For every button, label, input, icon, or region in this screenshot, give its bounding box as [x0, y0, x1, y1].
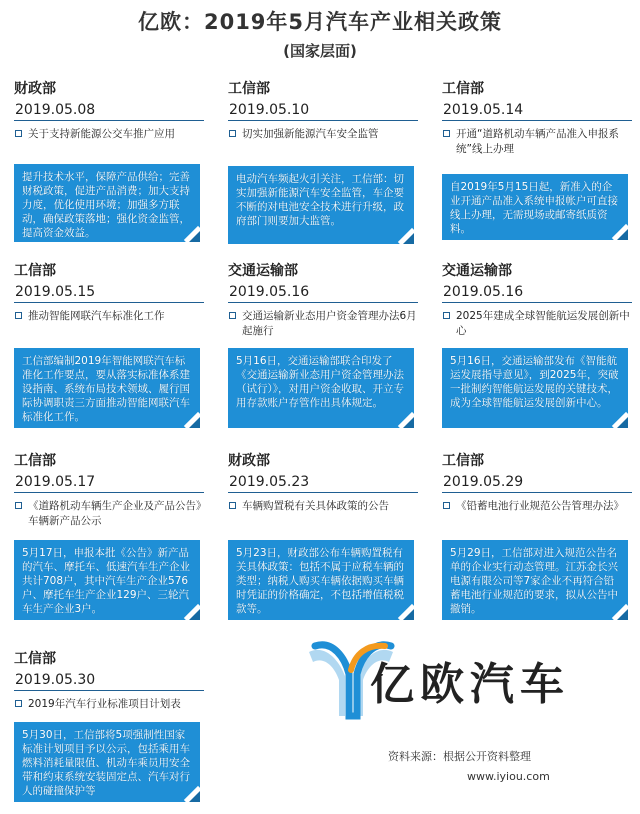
policy-card	[228, 452, 418, 615]
policy-card	[14, 452, 204, 615]
square-bullet-icon	[229, 312, 236, 319]
policy-date: 2019.05.10	[228, 100, 418, 121]
square-bullet-icon	[15, 312, 22, 319]
policy-card	[442, 262, 632, 409]
policy-item	[442, 127, 632, 157]
square-bullet-icon	[229, 502, 236, 509]
policy-card	[228, 262, 418, 409]
policy-description: 工信部编制2019年智能网联汽车标准化工作要点，要从落实标准体系建设指南、系统布局技术领域、履行国际协调职责三方面推动智能网联汽车标准化工作。	[14, 348, 200, 428]
policy-item	[442, 499, 632, 529]
policy-description: 电动汽车频起火引关注，工信部：切实加强新能源汽车安全监管，车企要不断的对电池安全技术进行升级，政府部门则要加大监管。	[228, 166, 414, 244]
policy-card	[14, 262, 204, 423]
policy-card	[14, 650, 204, 797]
policy-description: 5月30日，工信部将5项强制性国家标准计划项目予以公示，包括乘用车燃料消耗量限值、机动车乘员用安全带和约束系统安装固定点、汽车对行人的碰撞保护等	[14, 722, 200, 802]
policy-date: 2019.05.29	[442, 472, 632, 493]
policy-description: 提升技术水平，保障产品供给；完善财税政策，促进产品消费；加大支持力度，优化使用环境；加强多方联动，确保政策落地；强化资金监管，提高资金效益。	[14, 164, 200, 242]
policy-date: 2019.05.15	[14, 282, 204, 303]
policy-item-text: 2025年建成全球智能航运发展创新中心	[456, 310, 630, 337]
department-label: 工信部	[14, 651, 56, 667]
policy-date: 2019.05.17	[14, 472, 204, 493]
policy-description: 5月29日，工信部对进入规范公告名单的企业实行动态管理。江苏金长兴电源有限公司等7家企业不再符合铅蓄电池行业规范的要求，拟从公告中撤销。	[442, 540, 628, 620]
page-title: 亿欧：2019年5月汽车产业相关政策	[137, 10, 503, 34]
square-bullet-icon	[443, 130, 450, 137]
policy-item	[14, 127, 204, 157]
department-label: 工信部	[442, 453, 484, 469]
policy-item-text: 2019年汽车行业标准项目计划表	[28, 698, 181, 710]
policy-description: 5月17日，申报本批《公告》新产品的汽车、摩托车、低速汽车生产企业共计708户，其中汽车生产企业576户、摩托车生产企业129户、三轮汽车生产企业3户。	[14, 540, 200, 620]
policy-item	[228, 499, 418, 529]
policy-date: 2019.05.16	[442, 282, 632, 303]
department-label: 财政部	[14, 81, 56, 97]
policy-item	[14, 499, 204, 529]
policy-description: 自2019年5月15日起，新准入的企业开通产品准入系统申报帐户可直接线上办理，无需现场或邮寄纸质资料。	[442, 174, 628, 240]
policy-item-text: 关于支持新能源公交车推广应用	[28, 128, 175, 140]
policy-item-text: 开通“道路机动车辆产品准入申报系统”线上办理	[456, 128, 619, 155]
department-label: 交通运输部	[442, 263, 512, 279]
source-note: 资料来源：根据公开资料整理	[388, 750, 531, 763]
department-label: 财政部	[228, 453, 270, 469]
policy-item	[228, 127, 418, 157]
policy-card	[228, 80, 418, 227]
policy-card	[442, 452, 632, 615]
page-subtitle: (国家层面)	[283, 42, 357, 60]
policy-item-text: 交通运输新业态用户资金管理办法6月起施行	[242, 310, 417, 337]
department-label: 工信部	[228, 81, 270, 97]
policy-item-text: 切实加强新能源汽车安全监管	[242, 128, 379, 140]
square-bullet-icon	[443, 502, 450, 509]
square-bullet-icon	[15, 130, 22, 137]
department-label: 工信部	[442, 81, 484, 97]
policy-description: 5月16日，交通运输部发布《智能航运发展指导意见》，到2025年，突破一批制约智能航运发展的关键技术，成为全球智能航运发展创新中心。	[442, 348, 628, 428]
policy-date: 2019.05.23	[228, 472, 418, 493]
policy-item-text: 《道路机动车辆生产企业及产品公告》车辆新产品公示	[28, 500, 202, 527]
logo-wordmark: 亿欧汽车	[370, 659, 570, 710]
department-label: 工信部	[14, 453, 56, 469]
policy-item	[442, 309, 632, 339]
policy-date: 2019.05.08	[14, 100, 204, 121]
square-bullet-icon	[15, 502, 22, 509]
policy-description: 5月23日，财政部公布车辆购置税有关具体政策：包括不属于应税车辆的类型；纳税人购买车辆依据购买车辆时凭证的价格确定，不包括增值税税款等。	[228, 540, 414, 620]
policy-description: 5月16日，交通运输部联合印发了《交通运输新业态用户资金管理办法（试行）》，对用户资金收取、开立专用存款账户存管作出具体规定。	[228, 348, 414, 428]
square-bullet-icon	[229, 130, 236, 137]
square-bullet-icon	[443, 312, 450, 319]
policy-item	[14, 697, 204, 713]
policy-item-text: 《铅蓄电池行业规范公告管理办法》	[456, 500, 624, 512]
policy-card	[14, 80, 204, 239]
policy-item-text: 推动智能网联汽车标准化工作	[28, 310, 165, 322]
website-url[interactable]: www.iyiou.com	[467, 770, 550, 783]
policy-date: 2019.05.16	[228, 282, 418, 303]
policy-item	[14, 309, 204, 339]
policy-item-text: 车辆购置税有关具体政策的公告	[242, 500, 389, 512]
policy-item	[228, 309, 418, 339]
policy-card	[442, 80, 632, 235]
square-bullet-icon	[15, 700, 22, 707]
policy-date: 2019.05.30	[14, 670, 204, 691]
policy-date: 2019.05.14	[442, 100, 632, 121]
department-label: 工信部	[14, 263, 56, 279]
department-label: 交通运输部	[228, 263, 298, 279]
